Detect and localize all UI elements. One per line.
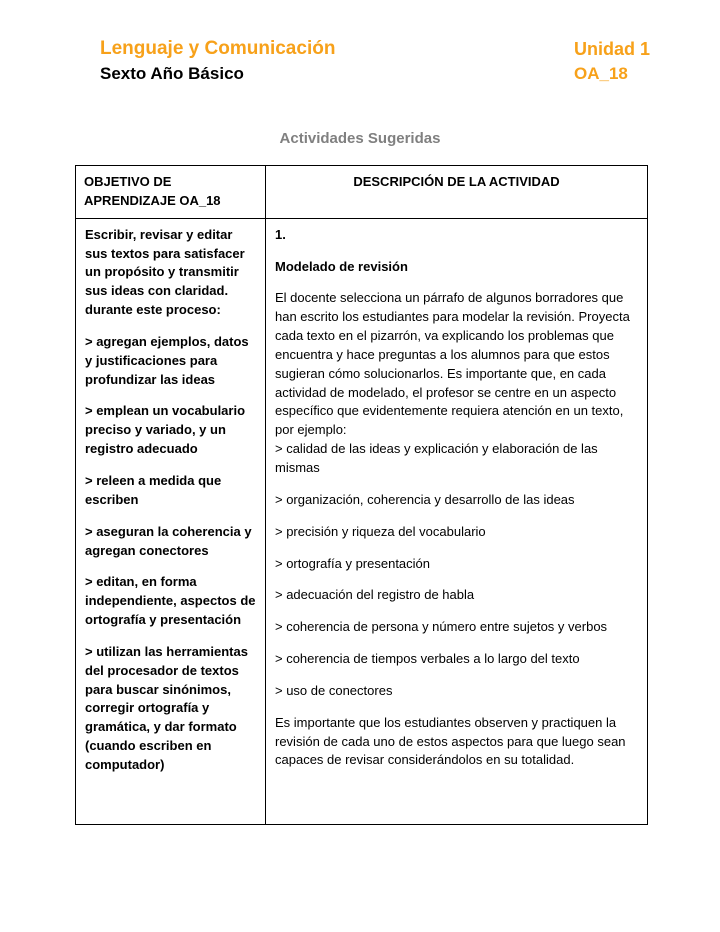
- description-column-header: DESCRIPCIÓN DE LA ACTIVIDAD: [266, 166, 648, 219]
- objective-bullet: > utilizan las herramientas del procesador de textos para buscar sinónimos, corregir ortografía y gramática, y dar formato (cuando escriben en computador): [85, 643, 248, 772]
- subject-title: Lenguaje y Comunicación: [100, 38, 336, 59]
- oa-label: OA_18: [573, 64, 628, 83]
- table-body-row: [76, 218, 648, 824]
- activity-bullet: > coherencia de persona y número entre sujetos y verbos: [275, 619, 608, 635]
- unit-label: Unidad 1: [573, 39, 650, 59]
- activity-bullet: > uso de conectores: [275, 682, 393, 698]
- objective-cell: [76, 218, 266, 824]
- objective-intro: Escribir, revisar y editar sus textos para satisfacer un propósito y transmitir sus ideas con claridad. durante este proceso:: [85, 226, 245, 318]
- activity-cell: [266, 218, 648, 824]
- objective-bullet: > editan, en forma independiente, aspectos de ortografía y presentación: [85, 574, 256, 628]
- objective-bullet: > aseguran la coherencia y agregan conectores: [85, 523, 252, 558]
- activity-bullet: > adecuación del registro de habla: [275, 587, 475, 603]
- page-title: Actividades Sugeridas: [279, 130, 441, 147]
- objective-column-header: OBJETIVO DE APRENDIZAJE OA_18: [76, 166, 266, 219]
- activity-bullet: > calidad de las ideas y explicación y elaboración de las mismas: [275, 441, 598, 475]
- objective-bullet: > emplean un vocabulario preciso y variado, y un registro adecuado: [85, 403, 246, 457]
- activity-bullet: > precisión y riqueza del vocabulario: [275, 523, 486, 539]
- grade-title: Sexto Año Básico: [100, 64, 244, 83]
- document-header: [0, 0, 720, 86]
- header-right: [574, 36, 650, 86]
- objective-bullet: > agregan ejemplos, datos y justificaciones para profundizar las ideas: [85, 333, 249, 387]
- activity-bullet: > coherencia de tiempos verbales a lo largo del texto: [275, 651, 580, 667]
- activity-number: 1.: [275, 226, 286, 242]
- objective-bullet: > releen a medida que escriben: [85, 472, 222, 507]
- activity-closing: Es importante que los estudiantes observen y practiquen la revisión de cada uno de estos aspectos para que luego sean capaces de revisar considerándolos en su totalidad.: [275, 714, 626, 768]
- activity-bullet: > ortografía y presentación: [275, 555, 431, 571]
- table-header-row: [76, 166, 648, 219]
- activity-intro: El docente selecciona un párrafo de algunos borradores que han escrito los estudiantes para modelar la revisión. Proyecta cada texto en el pizarrón, va explicando los problemas que encuentra y hace preguntas a los alumnos para que estos sugieran cómo solucionarlos. Es importante que, en cada actividad de modelado, el profesor se centre en un aspecto específico que evidentemente requiera atención en un texto, por ejemplo:: [275, 290, 630, 438]
- activity-title: Modelado de revisión: [275, 258, 408, 274]
- activities-table: [75, 165, 648, 825]
- header-left: [100, 36, 335, 86]
- activity-bullet: > organización, coherencia y desarrollo de las ideas: [275, 491, 575, 507]
